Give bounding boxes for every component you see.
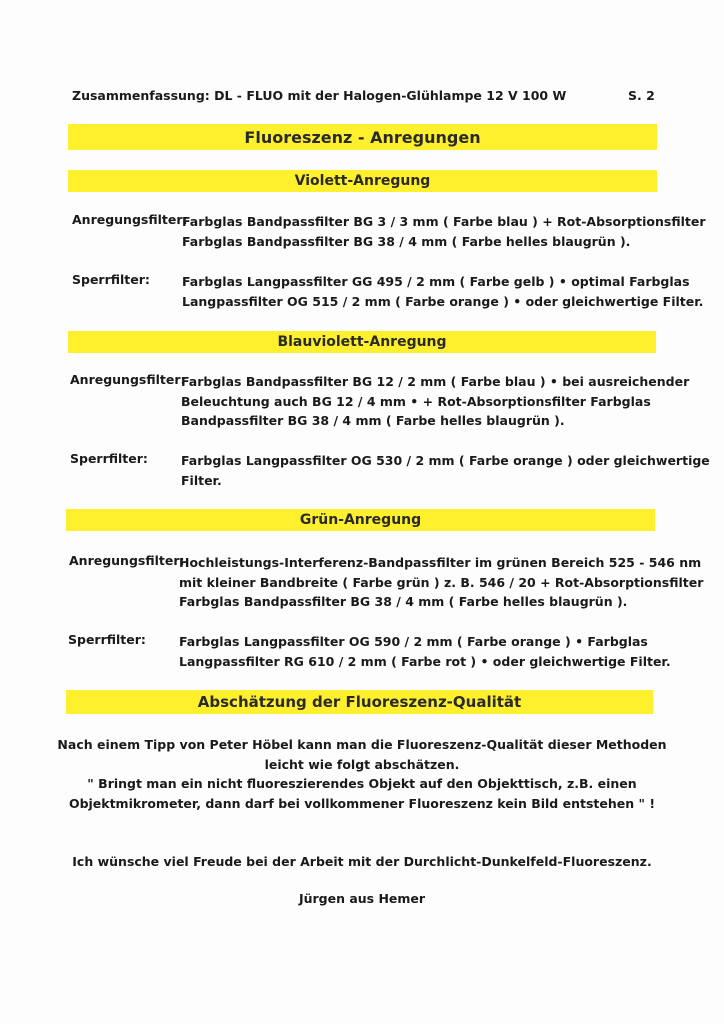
text-line: Farbglas Langpassfilter OG 530 / 2 mm ( Farbe orange ) oder gleichwertige [181,453,710,468]
page-number: S. 2 [628,88,655,103]
anregungsfilter-label: Anregungsfilter: [69,553,185,568]
text-line: Farbglas Langpassfilter GG 495 / 2 mm ( Farbe gelb ) • optimal Farbglas [182,274,690,289]
anregungsfilter-text [181,372,689,431]
anregungsfilter-text [179,553,703,612]
text-line: Bandpassfilter BG 38 / 4 mm ( Farbe helles blaugrün ). [181,413,565,428]
sperrfilter-label: Sperrfilter: [68,632,146,647]
section-heading-violett: Violett-Anregung [68,170,657,192]
section-heading-gruen: Grün-Anregung [66,509,655,531]
sperrfilter-text [179,632,671,671]
anregungsfilter-label: Anregungsfilter: [72,212,188,227]
text-line: Farbglas Bandpassfilter BG 38 / 4 mm ( Farbe helles blaugrün ). [179,594,628,609]
text-line: mit kleiner Bandbreite ( Farbe grün ) z. B. 546 / 20 + Rot-Absorptionsfilter [179,574,704,590]
text-line: leicht wie folgt abschätzen. [264,756,460,772]
sperrfilter-label: Sperrfilter: [70,451,148,466]
text-line: Farbglas Langpassfilter OG 590 / 2 mm ( Farbe orange ) • Farbglas [179,634,648,649]
section-heading-blauviolett: Blauviolett-Anregung [68,331,656,353]
anregungsfilter-text [182,212,706,251]
sperrfilter-text [182,272,703,311]
text-line: Objektmikrometer, dann darf bei vollkommener Fluoreszenz kein Bild entstehen " ! [68,795,656,811]
section-heading-qualitaet: Abschätzung der Fluoreszenz-Qualität [66,690,653,714]
quality-paragraph [40,735,684,813]
text-line: Nach einem Tipp von Peter Höbel kann man die Fluoreszenz-Qualität dieser Methoden [57,737,667,752]
sperrfilter-label: Sperrfilter: [72,272,150,287]
closing-line: Ich wünsche viel Freude bei der Arbeit mit der Durchlicht-Dunkelfeld-Fluoreszenz. [72,854,652,869]
text-line: Langpassfilter OG 515 / 2 mm ( Farbe orange ) • oder gleichwertige Filter. [182,293,704,309]
text-line: " Bringt man ein nicht fluoreszierendes Objekt auf den Objekttisch, z.B. einen [87,776,637,791]
text-line: Filter. [181,472,222,488]
text-line: Beleuchtung auch BG 12 / 4 mm • + Rot-Absorptionsfilter Farbglas [181,393,651,409]
signature: Jürgen aus Hemer [298,891,426,906]
anregungsfilter-label: Anregungsfilter: [70,372,186,387]
text-line: Hochleistungs-Interferenz-Bandpassfilter im grünen Bereich 525 - 546 nm [179,555,702,570]
text-line: Langpassfilter RG 610 / 2 mm ( Farbe rot ) • oder gleichwertige Filter. [179,653,671,669]
header-title: Zusammenfassung: DL - FLUO mit der Halogen-Glühlampe 12 V 100 W [72,88,567,103]
main-banner: Fluoreszenz - Anregungen [68,124,657,150]
text-line: Farbglas Bandpassfilter BG 3 / 3 mm ( Farbe blau ) + Rot-Absorptionsfilter [182,214,706,229]
text-line: Farbglas Bandpassfilter BG 38 / 4 mm ( Farbe helles blaugrün ). [182,233,631,249]
text-line: Farbglas Bandpassfilter BG 12 / 2 mm ( Farbe blau ) • bei ausreichender [181,374,690,389]
sperrfilter-text [181,451,710,490]
